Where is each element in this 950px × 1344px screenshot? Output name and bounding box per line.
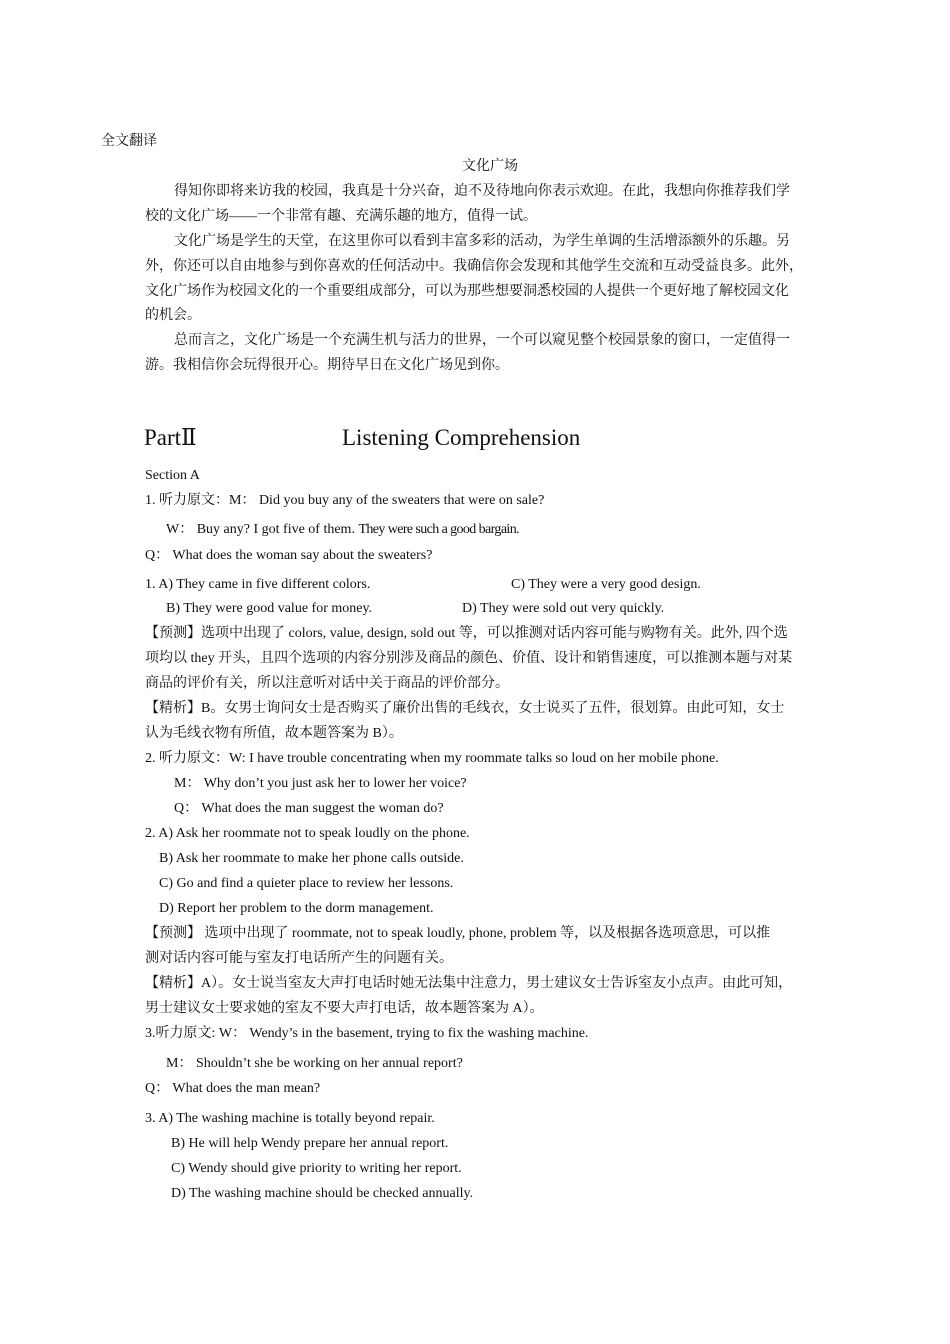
q2-script: 2. 听力原文：W: I have trouble concentrating when my roommate talks so loud on her mobile phone. <box>145 751 719 766</box>
q3-option-a: 3. A) The washing machine is totally beyond repair. <box>145 1111 435 1126</box>
translation-p2-line3: 文化广场作为校园文化的一个重要组成部分，可以为那些想要洞悉校园的人提供一个更好地了解校园文化 <box>145 284 789 299</box>
q2-option-a: 2. A) Ask her roommate not to speak loudly on the phone. <box>145 826 470 841</box>
q1-option-a: 1. A) They came in five different colors. <box>145 577 371 592</box>
translation-p2-line1: 文化广场是学生的天堂，在这里你可以看到丰富多彩的活动，为学生单调的生活增添额外的乐趣。另 <box>174 234 790 249</box>
q1-option-c: C) They were a very good design. <box>511 577 701 592</box>
section-label: Section A <box>145 468 200 483</box>
translation-p3-line2: 游。我相信你会玩得很开心。期待早日在文化广场见到你。 <box>145 358 509 373</box>
q2-analysis-line1: 【精析】A）。女士说当室友大声打电话时她无法集中注意力，男士建议女士告诉室友小点声。由此可知， <box>145 976 793 991</box>
q3-script: 3.听力原文: W： Wendy’s in the basement, trying to fix the washing machine. <box>145 1026 589 1041</box>
q1-question: Q： What does the woman say about the sweaters? <box>145 548 433 563</box>
q1-analysis-line2: 认为毛线衣物有所值，故本题答案为 B）。 <box>145 726 403 741</box>
q3-question: Q： What does the man mean? <box>145 1081 321 1096</box>
q2-option-b: B) Ask her roommate to make her phone calls outside. <box>159 851 464 866</box>
translation-p2-line4: 的机会。 <box>145 308 201 323</box>
q1-predict-line2: 项均以 they 开头，且四个选项的内容分别涉及商品的颜色、价值、设计和销售速度，可以推测本题与对某 <box>145 651 793 666</box>
q2-option-d: D) Report her problem to the dorm management. <box>159 901 434 916</box>
q1-option-d: D) They were sold out very quickly. <box>462 601 665 616</box>
translation-p3-line1: 总而言之，文化广场是一个充满生机与活力的世界，一个可以窥见整个校园景象的窗口，一定值得一 <box>174 333 790 348</box>
q1-woman-line-b: They were such a good bargain. <box>358 522 520 537</box>
translation-p1-line2: 校的文化广场——一个非常有趣、充满乐趣的地方，值得一试。 <box>145 209 537 224</box>
q1-option-b: B) They were good value for money. <box>166 601 373 616</box>
q1-woman-line <box>166 521 519 539</box>
translation-title: 文化广场 <box>462 159 518 174</box>
part-label: PartⅡ <box>144 425 197 450</box>
q3-man-line: M： Shouldn’t she be working on her annual report? <box>166 1056 463 1071</box>
q1-predict-line1: 【预测】选项中出现了 colors, value, design, sold out 等，可以推测对话内容可能与购物有关。此外, 四个选 <box>145 626 788 641</box>
q1-script: 1. 听力原文：M： Did you buy any of the sweaters that were on sale? <box>145 493 545 508</box>
q2-man-line: M： Why don’t you just ask her to lower her voice? <box>174 776 467 791</box>
q2-question: Q： What does the man suggest the woman do? <box>174 801 444 816</box>
q2-predict-line1: 【预测】 选项中出现了 roommate, not to speak loudly, phone, problem 等，以及根据各选项意思，可以推 <box>145 926 771 941</box>
translation-heading: 全文翻译 <box>101 134 157 149</box>
q3-option-c: C) Wendy should give priority to writing her report. <box>171 1161 462 1176</box>
q1-predict-line3: 商品的评价有关，所以注意听对话中关于商品的评价部分。 <box>145 676 509 691</box>
q1-analysis-line1: 【精析】B。女男士询问女士是否购买了廉价出售的毛线衣，女士说买了五件，很划算。由此可知，女士 <box>145 701 785 716</box>
translation-p1-line1: 得知你即将来访我的校园，我真是十分兴奋，迫不及待地向你表示欢迎。在此，我想向你推荐我们学 <box>174 184 790 199</box>
q2-analysis-line2: 男士建议女士要求她的室友不要大声打电话，故本题答案为 A）。 <box>145 1001 544 1016</box>
translation-p2-line2: 外，你还可以自由地参与到你喜欢的任何活动中。我确信你会发现和其他学生交流和互动受益良多。此外， <box>145 259 803 274</box>
q3-option-b: B) He will help Wendy prepare her annual report. <box>171 1136 449 1151</box>
q2-option-c: C) Go and find a quieter place to review her lessons. <box>159 876 454 891</box>
part-title: Listening Comprehension <box>342 425 581 450</box>
q3-option-d: D) The washing machine should be checked annually. <box>171 1186 474 1201</box>
q2-predict-line2: 测对话内容可能与室友打电话所产生的问题有关。 <box>145 951 453 966</box>
q1-woman-line-a: W： Buy any? I got five of them. <box>166 522 359 537</box>
